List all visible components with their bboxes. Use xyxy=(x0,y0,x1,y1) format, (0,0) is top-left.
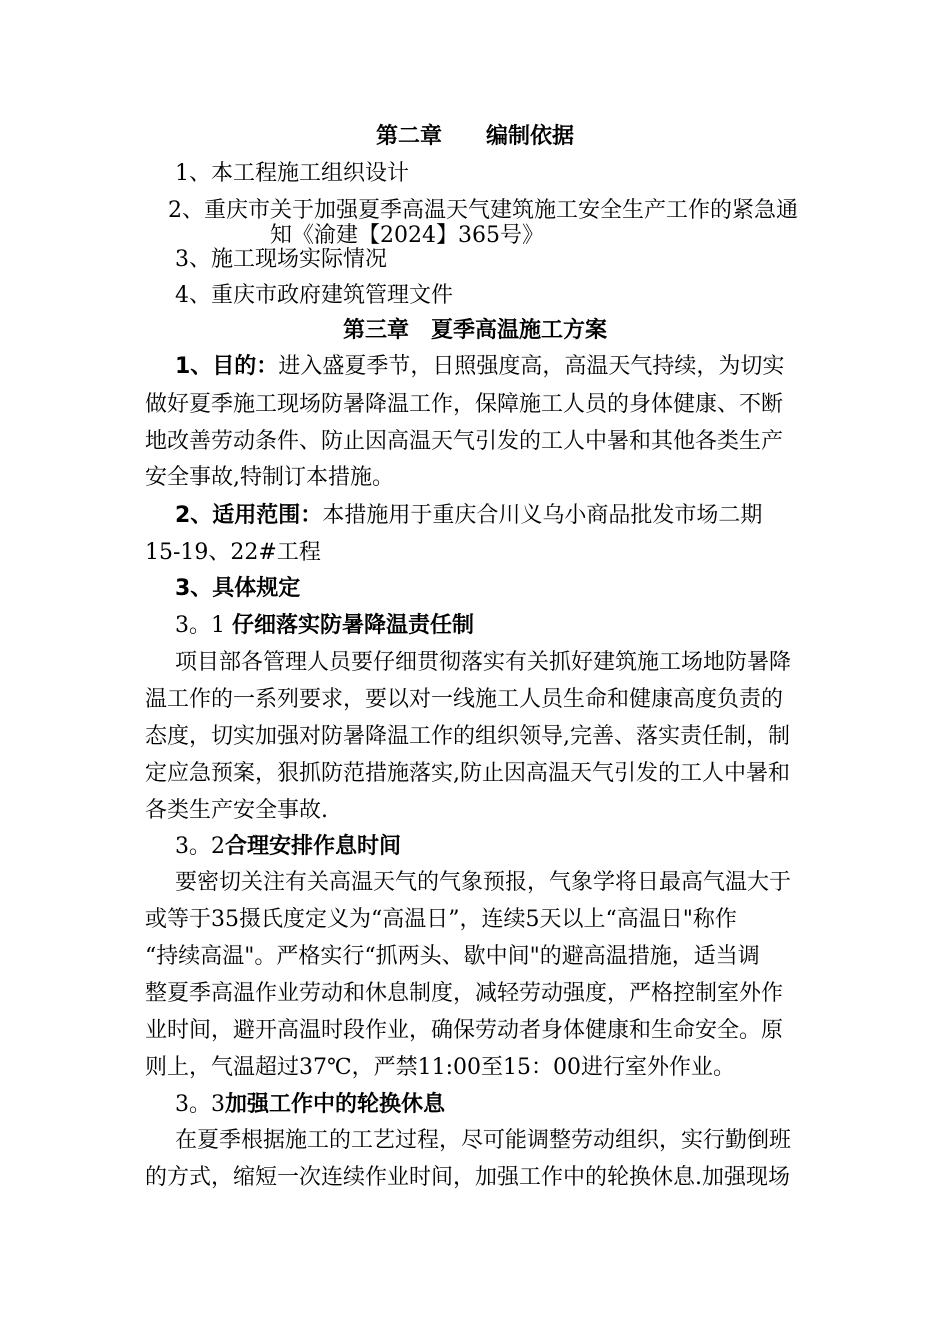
s32-line-4: 整夏季高温作业劳动和休息制度，减轻劳动强度，严格控制室外作 xyxy=(145,981,784,1006)
s33-line-1: 在夏季根据施工的工艺过程，尽可能调整劳动组织，实行勤倒班 xyxy=(175,1128,792,1153)
chapter2-item-4: 4、重庆市政府建筑管理文件 xyxy=(175,283,453,308)
section-3-3-title: 加强工作中的轮换休息 xyxy=(225,1092,446,1117)
chapter2-item-2: 2、重庆市关于加强夏季高温天气建筑施工安全生产工作的紧急通 xyxy=(168,198,798,223)
s32-line-1: 要密切关注有关高温天气的气象预报，气象学将日最高气温大于 xyxy=(175,870,792,895)
scope-line-2: 15-19、22#工程 xyxy=(145,540,321,565)
s32-line-3: “持续高温"。严格实行“抓两头、歇中间"的避高温措施，适当调 xyxy=(145,944,760,969)
chapter2-item-2-cont: 知《渝建【2024】365号》 xyxy=(270,223,544,248)
s31-line-4: 定应急预案，狠抓防范措施落实,防止因高温天气引发的工人中暑和 xyxy=(145,761,790,786)
section-3-1-title: 仔细落实防暑降温责任制 xyxy=(232,613,475,638)
s33-line-2: 的方式，缩短一次连续作业时间，加强工作中的轮换休息.加强现场 xyxy=(145,1165,790,1190)
purpose-line-4: 安全事故,特制订本措施。 xyxy=(145,465,394,490)
scope-paragraph-line-1 xyxy=(175,503,762,529)
scope-text: 本措施用于重庆合川义乌小商品批发市场二期 xyxy=(322,503,763,528)
chapter2-title: 第二章 编制依据 xyxy=(375,124,574,149)
section-3-2-number: 3。2 xyxy=(175,834,225,859)
s32-line-2: 或等于35摄氏度定义为“高温日”，连续5天以上“高温日"称作 xyxy=(145,907,737,932)
section-3-2-title: 合理安排作息时间 xyxy=(225,834,402,859)
s31-line-5: 各类生产安全事故. xyxy=(145,798,328,823)
purpose-line-2: 做好夏季施工现场防暑降温工作，保障施工人员的身体健康、不断 xyxy=(145,392,784,417)
section-3-1-heading xyxy=(175,613,474,639)
s31-line-2: 温工作的一系列要求，要以对一线施工人员生命和健康高度负责的 xyxy=(145,687,784,712)
section-3-3-heading xyxy=(175,1092,445,1118)
scope-label: 2、适用范围： xyxy=(175,503,323,528)
purpose-text: 进入盛夏季节，日照强度高，高温天气持续，为切实 xyxy=(278,354,785,379)
section-3-1-number: 3。1 xyxy=(175,613,232,638)
chapter2-item-1: 1、本工程施工组织设计 xyxy=(175,161,409,186)
section-3-2-heading xyxy=(175,834,401,860)
chapter3-title: 第三章 夏季高温施工方案 xyxy=(342,318,607,343)
rules-heading: 3、具体规定 xyxy=(175,576,301,601)
s32-line-5: 业时间，避开高温时段作业，确保劳动者身体健康和生命安全。原 xyxy=(145,1018,784,1043)
s32-line-6: 则上，气温超过37℃，严禁11:00至15：00进行室外作业。 xyxy=(145,1055,735,1080)
section-3-3-number: 3。3 xyxy=(175,1092,225,1117)
purpose-line-3: 地改善劳动条件、防止因高温天气引发的工人中暑和其他各类生产 xyxy=(145,429,784,454)
s31-line-1: 项目部各管理人员要仔细贯彻落实有关抓好建筑施工场地防暑降 xyxy=(175,650,792,675)
purpose-paragraph-line-1 xyxy=(175,354,784,380)
s31-line-3: 态度，切实加强对防暑降温工作的组织领导,完善、落实责任制，制 xyxy=(145,724,790,749)
purpose-label: 1、目的： xyxy=(175,354,279,379)
chapter2-item-3: 3、施工现场实际情况 xyxy=(175,247,387,272)
